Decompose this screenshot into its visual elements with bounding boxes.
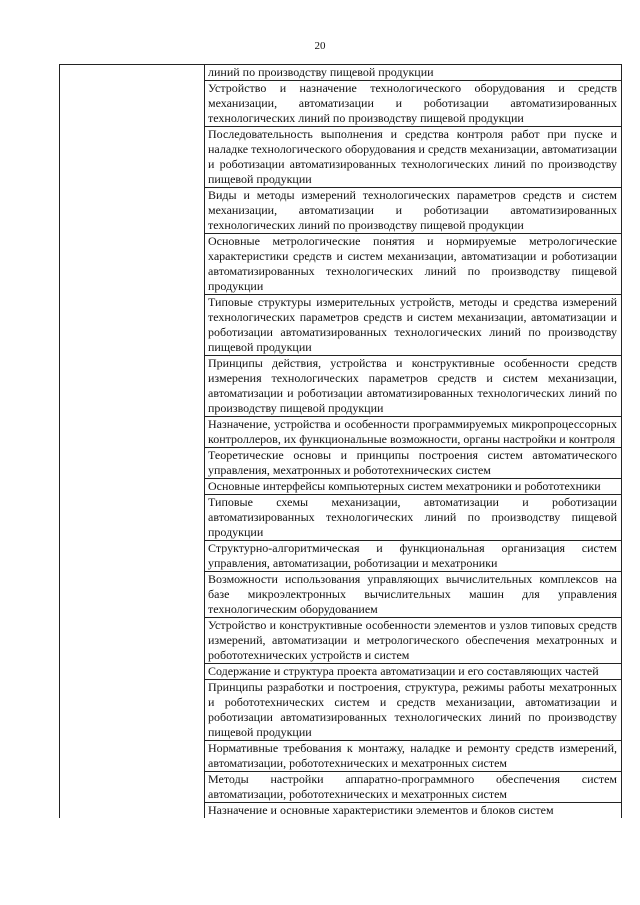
page-number: 20 bbox=[314, 40, 326, 52]
knowledge-item: Виды и методы измерений технологических параметров средств и систем механизации, автоматизации и роботизации автоматизированных технологических линий по производству пищевой продукции bbox=[205, 188, 622, 234]
knowledge-item: Основные метрологические понятия и нормируемые метрологические характеристики средств и систем механизации, автоматизации и роботизации автоматизированных технологических линий по производству пищевой продукции bbox=[205, 234, 622, 295]
knowledge-item: Возможности использования управляющих вычислительных комплексов на базе микроэлектронных вычислительных машин для управления технологическим оборудованием bbox=[205, 572, 622, 618]
knowledge-item: Структурно-алгоритмическая и функциональная организация систем управления, автоматизации, роботизации и мехатроники bbox=[205, 541, 622, 572]
competency-table bbox=[59, 64, 622, 818]
left-column-cell bbox=[60, 65, 205, 819]
knowledge-item: Методы настройки аппаратно-программного обеспечения систем автоматизации, робототехнических и мехатронных систем bbox=[205, 772, 622, 803]
knowledge-item: Типовые схемы механизации, автоматизации и роботизации автоматизированных технологических линий по производству пищевой продукции bbox=[205, 495, 622, 541]
knowledge-item: Назначение и основные характеристики элементов и блоков систем bbox=[205, 803, 622, 819]
knowledge-item: Последовательность выполнения и средства контроля работ при пуске и наладке технологического оборудования и средств механизации, автоматизации и роботизации автоматизированных технологических линий по производству пищевой продукции bbox=[205, 127, 622, 188]
table-body bbox=[60, 65, 622, 819]
knowledge-item: Нормативные требования к монтажу, наладке и ремонту средств измерений, автоматизации, робототехнических и мехатронных систем bbox=[205, 741, 622, 772]
knowledge-item: Принципы разработки и построения, структура, режимы работы мехатронных и робототехнических систем и средств механизации, автоматизации и роботизации автоматизированных технологических линий по производству пищевой продукции bbox=[205, 680, 622, 741]
knowledge-item: Теоретические основы и принципы построения систем автоматического управления, мехатронных и робототехнических систем bbox=[205, 448, 622, 479]
knowledge-item: Основные интерфейсы компьютерных систем мехатроники и робототехники bbox=[205, 479, 622, 495]
table-row bbox=[60, 65, 622, 81]
knowledge-item: Устройство и назначение технологического оборудования и средств механизации, автоматизации и роботизации автоматизированных технологических линий по производству пищевой продукции bbox=[205, 81, 622, 127]
knowledge-item: линий по производству пищевой продукции bbox=[205, 65, 622, 81]
knowledge-item: Устройство и конструктивные особенности элементов и узлов типовых средств измерений, автоматизации и метрологического обеспечения мехатронных и робототехнических устройств и систем bbox=[205, 618, 622, 664]
knowledge-item: Назначение, устройства и особенности программируемых микропроцессорных контроллеров, их функциональные возможности, органы настройки и контроля bbox=[205, 417, 622, 448]
knowledge-item: Принципы действия, устройства и конструктивные особенности средств измерения технологических параметров средств и систем механизации, автоматизации и роботизации автоматизированных технологических линий по производству пищевой продукции bbox=[205, 356, 622, 417]
knowledge-item: Содержание и структура проекта автоматизации и его составляющих частей bbox=[205, 664, 622, 680]
knowledge-item: Типовые структуры измерительных устройств, методы и средства измерений технологических параметров средств и систем механизации, автоматизации и роботизации автоматизированных технологических линий по производству пищевой продукции bbox=[205, 295, 622, 356]
